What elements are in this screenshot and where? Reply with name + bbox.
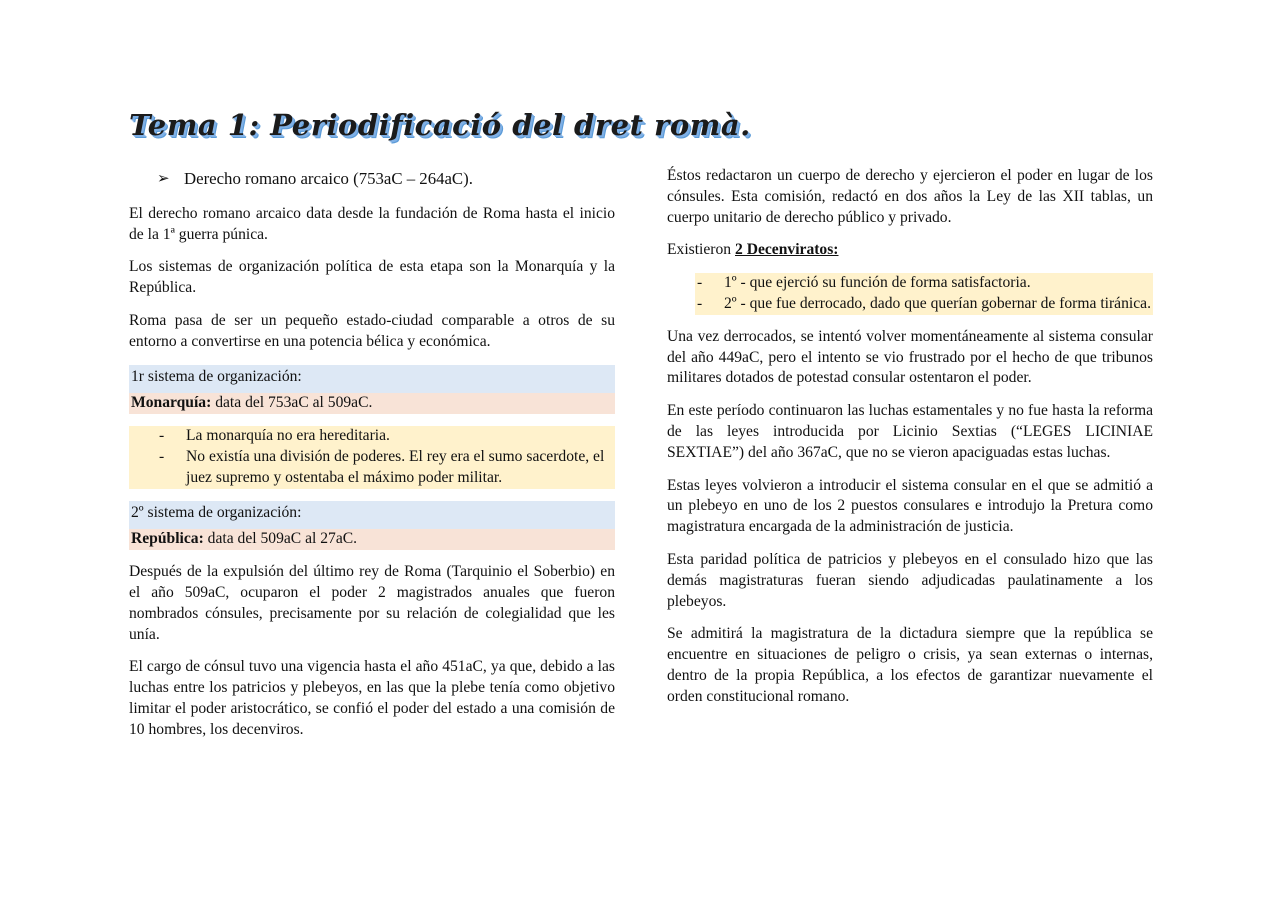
system-label-2: 2º sistema de organización: [129, 501, 615, 530]
arrow-bullet-icon: ➢ [157, 171, 170, 187]
decenvirates-heading: Existieron 2 Decenviratos: [667, 241, 839, 259]
decenvirates-list [697, 273, 1151, 315]
dash-bullet-icon: - [159, 427, 165, 445]
monarchy-list-box [129, 426, 615, 488]
paragraph: Los sistemas de organización política de esta etapa son la Monarquía y la República. [129, 258, 615, 297]
system-name-1 [129, 393, 615, 414]
list-item: - La monarquía no era hereditaria. [186, 426, 613, 447]
system-label-1: 1r sistema de organización: [129, 365, 615, 394]
monarchy-list [131, 426, 613, 488]
monarchy-dates: data del 753aC al 509aC. [211, 394, 373, 412]
right-column [667, 166, 1153, 720]
republic-dates: data del 509aC al 27aC. [203, 530, 358, 548]
section-heading-text: Derecho romano arcaico (753aC – 264aC). [184, 169, 473, 188]
dash-bullet-icon: - [697, 274, 703, 292]
paragraph: En este período continuaron las luchas estamentales y no fue hasta la reforma de las leyes introducida por Licinio Sextias (“LEGES LICINIAE SEXTIAE”) del año 367aC, que no se vieron apaciguadas estas luchas. [667, 402, 1153, 461]
section-heading [129, 169, 615, 190]
left-column [129, 166, 615, 753]
paragraph: El cargo de cónsul tuvo una vigencia hasta el año 451aC, ya que, debido a las luchas entre los patricios y plebeyos, en las que la plebe tenía como objetivo limitar el poder aristocrático, se confió el poder del estado a una comisión de 10 hombres, los decenviros. [129, 658, 615, 738]
system-name-2 [129, 529, 615, 550]
paragraph: Se admitirá la magistratura de la dictadura siempre que la república se encuentre en situaciones de peligro o crisis, ya sean externas o internas, dentro de la propia República, a los efectos de garantizar nuevamente el orden constitucional romano. [667, 625, 1153, 705]
paragraph: Después de la expulsión del último rey de Roma (Tarquinio el Soberbio) en el año 509aC, ocuparon el poder 2 magistrados anuales que fueron nombrados cónsules, precisamente por su relación de colegialidad que les unía. [129, 563, 615, 643]
paragraph: Esta paridad política de patricios y plebeyos en el consulado hizo que las demás magistraturas fueran siendo adjudicadas paulatinamente a los plebeyos. [667, 550, 1153, 610]
paragraph: Roma pasa de ser un pequeño estado-ciudad comparable a otros de su entorno a convertirse en una potencia bélica y económica. [129, 311, 615, 350]
republic-label: República: [131, 530, 204, 548]
paragraph: El derecho romano arcaico data desde la fundación de Roma hasta el inicio de la 1ª guerra púnica. [129, 204, 615, 243]
dash-bullet-icon: - [697, 294, 703, 312]
monarchy-label: Monarquía: [131, 394, 212, 412]
list-item: - 2º - que fue derrocado, dado que querían gobernar de forma tiránica. [724, 294, 1151, 315]
decenvirates-label: 2 Decenviratos: [735, 241, 839, 259]
dash-bullet-icon: - [159, 447, 165, 465]
page-title: Tema 1: Periodificació del dret romà. [129, 108, 751, 142]
paragraph: Estas leyes volvieron a introducir el sistema consular en el que se admitió a un plebeyo en uno de los 2 puestos consulares e introdujo la Pretura como magistratura encargada de la administración de justicia. [667, 476, 1153, 536]
list-item: - No existía una división de poderes. El rey era el sumo sacerdote, el juez supremo y ostentaba el máximo poder militar. [159, 447, 605, 486]
paragraph: Una vez derrocados, se intentó volver momentáneamente al sistema consular del año 449aC, pero el intento se vio frustrado por el hecho de que tribunos militares dotados de potestad consular ostentaron el poder. [667, 327, 1153, 387]
paragraph: Éstos redactaron un cuerpo de derecho y ejercieron el poder en lugar de los cónsules. Esta comisión, redactó en dos años la Ley de las XII tablas, un cuerpo unitario de derecho público y privado. [667, 167, 1153, 226]
list-item: - 1º - que ejerció su función de forma satisfactoria. [724, 273, 1151, 294]
decenvirates-list-box [695, 273, 1153, 315]
